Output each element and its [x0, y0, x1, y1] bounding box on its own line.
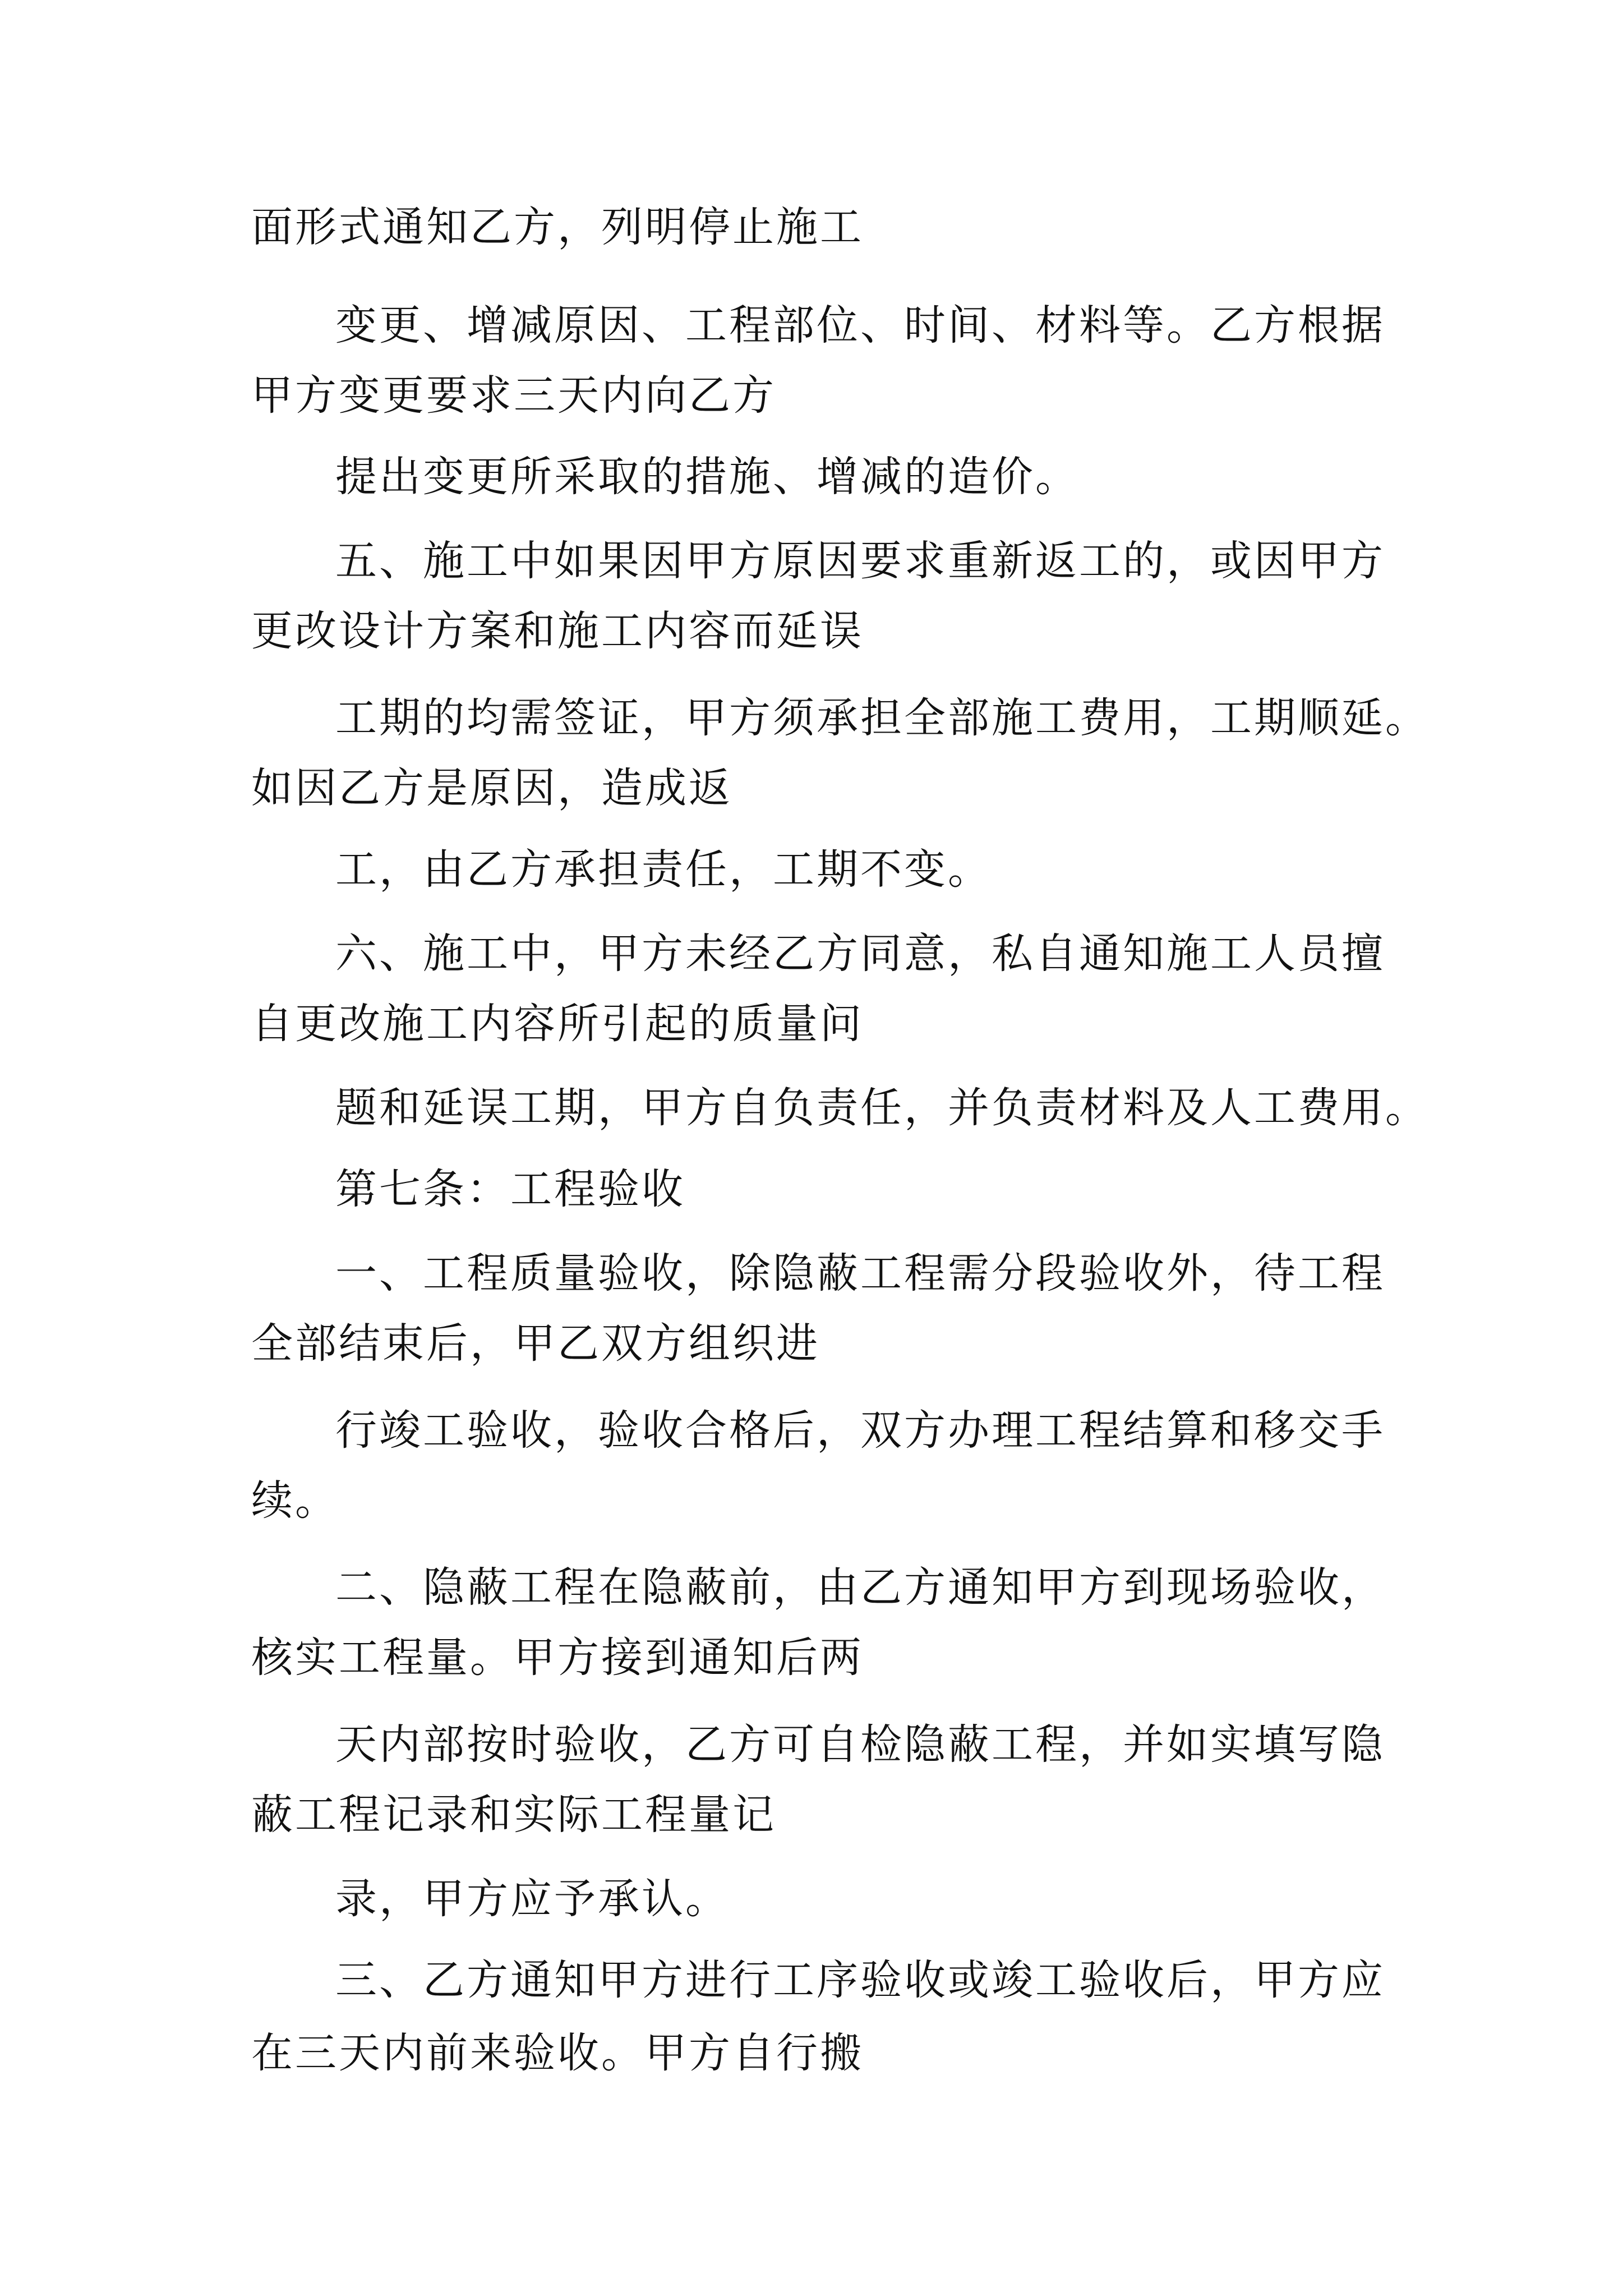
text-line: 题和延误工期，甲方自负责任，并负责材料及人工费用。: [335, 1084, 1429, 1132]
text-line: 变更、增减原因、工程部位、时间、材料等。乙方根据: [335, 301, 1385, 349]
text-line: 蔽工程记录和实际工程量记: [251, 1791, 776, 1839]
text-line: 提出变更所采取的措施、增减的造价。: [335, 453, 1079, 501]
text-line: 六、施工中，甲方未经乙方同意，私自通知施工人员擅: [335, 930, 1385, 978]
text-line: 全部结束后，甲乙双方组织进: [251, 1319, 820, 1368]
text-line: 工期的均需签证，甲方须承担全部施工费用，工期顺延。: [335, 694, 1429, 742]
text-line: 更改设计方案和施工内容而延误: [251, 607, 864, 655]
text-line: 自更改施工内容所引起的质量问: [251, 1000, 864, 1048]
text-line: 天内部按时验收，乙方可自检隐蔽工程，并如实填写隐: [335, 1720, 1385, 1769]
text-line: 续。: [251, 1476, 339, 1525]
text-line: 三、乙方通知甲方进行工序验收或竣工验收后，甲方应: [335, 1956, 1385, 2004]
text-line: 核实工程量。甲方接到通知后两: [251, 1634, 864, 1682]
text-line: 录，甲方应予承认。: [335, 1875, 729, 1923]
text-line: 二、隐蔽工程在隐蔽前，由乙方通知甲方到现场验收，: [335, 1563, 1385, 1612]
text-line: 面形式通知乙方，列明停止施工: [251, 203, 864, 251]
text-line: 如因乙方是原因，造成返: [251, 764, 732, 812]
section-heading: 第七条：工程验收: [335, 1165, 685, 1213]
text-line: 行竣工验收，验收合格后，双方办理工程结算和移交手: [335, 1406, 1385, 1455]
text-line: 五、施工中如果因甲方原因要求重新返工的，或因甲方: [335, 537, 1385, 585]
text-line: 在三天内前来验收。甲方自行搬: [251, 2029, 864, 2077]
text-line: 一、工程质量验收，除隐蔽工程需分段验收外，待工程: [335, 1249, 1385, 1297]
text-line: 甲方变更要求三天内向乙方: [251, 371, 776, 420]
text-line: 工，由乙方承担责任，工期不变。: [335, 845, 992, 894]
